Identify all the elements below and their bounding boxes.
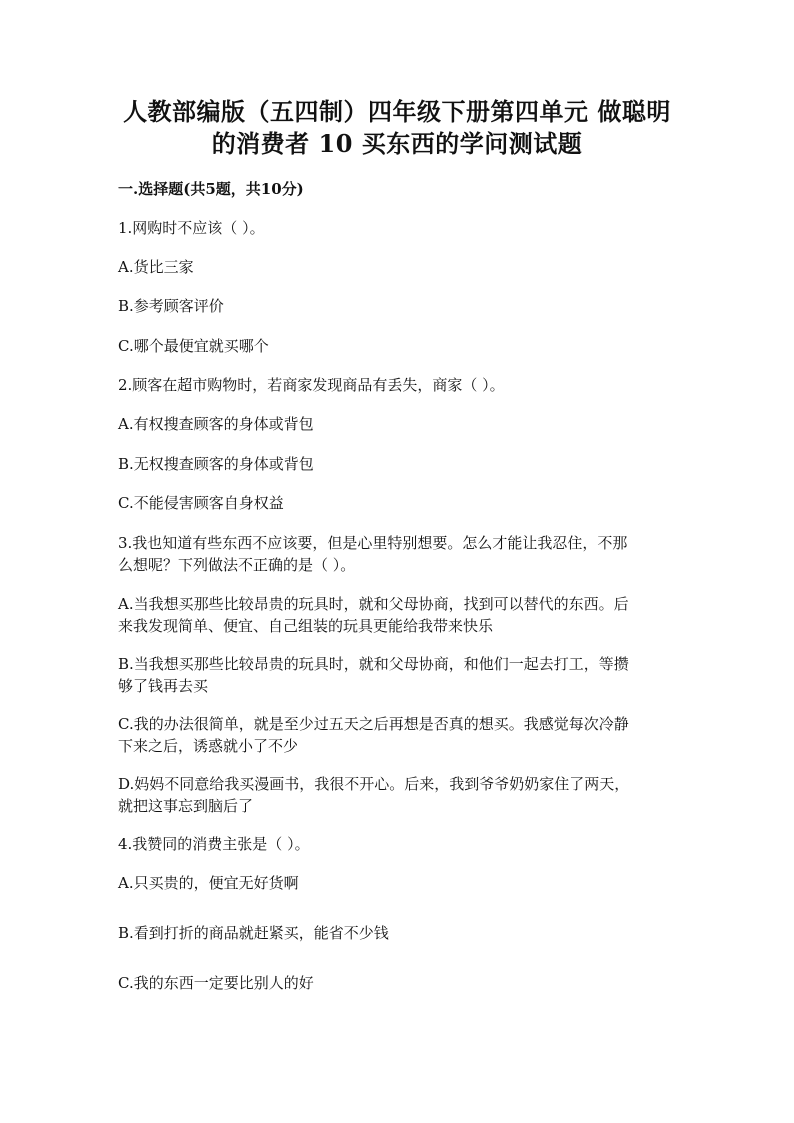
question-2-option-b: B.无权搜查顾客的身体或背包 [118,455,314,473]
page-title-line2: 的消费者 10 买东西的学问测试题 [211,129,583,158]
question-2-stem: 2.顾客在超市购物时，若商家发现商品有丢失，商家（ ）。 [118,376,505,394]
question-4-option-a: A.只买贵的，便宜无好货啊 [118,874,299,892]
question-3-option-a-line1: A.当我想买那些比较昂贵的玩具时，就和父母协商，找到可以替代的东西。后 [118,595,629,613]
question-1-option-b: B.参考顾客评价 [118,297,224,315]
question-4-stem: 4.我赞同的消费主张是（ ）。 [118,835,310,853]
question-3-option-b-line1: B.当我想买那些比较昂贵的玩具时，就和父母协商，和他们一起去打工，等攒 [118,655,629,673]
question-1-stem: 1.网购时不应该（ ）。 [118,219,265,237]
question-3-option-d-line1: D.妈妈不同意给我买漫画书，我很不开心。后来，我到爷爷奶奶家住了两天， [118,775,630,793]
page-title-line1: 人教部编版（五四制）四年级下册第四单元 做聪明 [123,97,671,126]
question-2-option-c: C.不能侵害顾客自身权益 [118,494,284,512]
question-3-option-c-line1: C.我的办法很简单，就是至少过五天之后再想是否真的想买。我感觉每次冷静 [118,715,629,733]
question-3-option-d-line2: 就把这事忘到脑后了 [118,797,254,815]
section-header: 一.选择题(共5题，共10分) [118,180,304,198]
question-4-option-b: B.看到打折的商品就赶紧买，能省不少钱 [118,924,389,942]
question-1-option-a: A.货比三家 [118,258,194,276]
question-2-option-a: A.有权搜查顾客的身体或背包 [118,415,314,433]
question-3-stem-line1: 3.我也知道有些东西不应该要，但是心里特别想要。怎么才能让我忍住，不那 [118,534,628,552]
question-3-option-b-line2: 够了钱再去买 [118,677,209,695]
question-1-option-c: C.哪个最便宜就买哪个 [118,337,269,355]
question-3-option-a-line2: 来我发现简单、便宜、自己组装的玩具更能给我带来快乐 [118,617,494,635]
question-3-stem-line2: 么想呢？下列做法不正确的是（ ）。 [118,556,356,574]
question-4-option-c: C.我的东西一定要比别人的好 [118,974,314,992]
question-3-option-c-line2: 下来之后，诱惑就小了不少 [118,737,299,755]
